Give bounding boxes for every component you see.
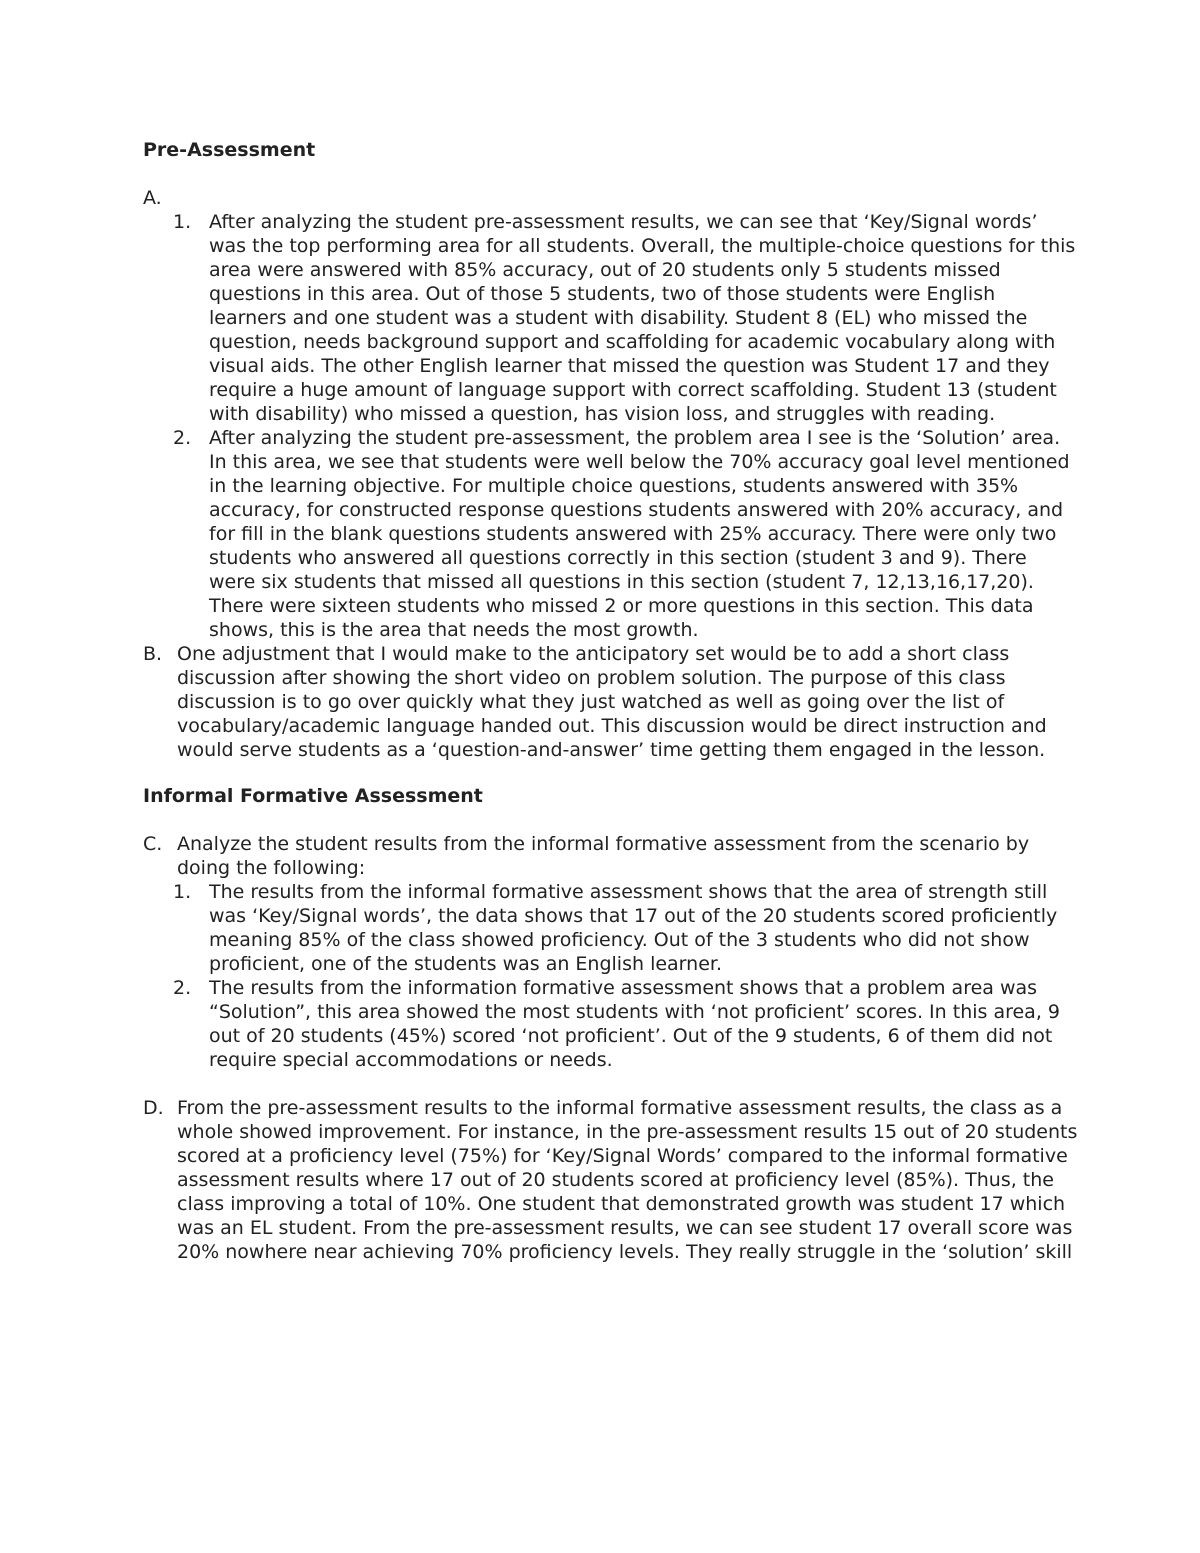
item-b-label: B.	[143, 643, 163, 665]
item-a-2-text: After analyzing the student pre-assessment, the problem area I see is the ‘Solution’ area. In this area, we see that students were well below the 70% accuracy goal level mentioned in the learning objective. For multiple choice questions, students answered with 35% accuracy, for constructed response questions students answered with 20% accuracy, and for fill in the blank questions students answered with 25% accuracy. There were only two students who answered all questions correctly in this section (student 3 and 9). There were six students that missed all questions in this section (student 7, 12,13,16,17,20). There were sixteen students who missed 2 or more questions in this section. This data shows, this is the area that needs the most growth.	[209, 427, 1070, 641]
heading-informal-formative: Informal Formative Assessment	[143, 785, 483, 807]
item-c-2-text: The results from the information formative assessment shows that a problem area was “Solution”, this area showed the most students with ‘not proficient’ scores. In this area, 9 out of 20 students (45%) scored ‘not proficient’. Out of the 9 students, 6 of them did not require special accommodations or needs.	[209, 977, 1060, 1071]
item-d-text: From the pre-assessment results to the informal formative assessment results, the class as a whole showed improvement. For instance, in the pre-assessment results 15 out of 20 students scored at a proficiency level (75%) for ‘Key/Signal Words’ compared to the informal formative assessment results where 17 out of 20 students scored at proficiency level (85%). Thus, the class improving a total of 10%. One student that demonstrated growth was student 17 which was an EL student. From the pre-assessment results, we can see student 17 overall score was 20% nowhere near achieving 70% proficiency levels. They really struggle in the ‘solution’ skill	[177, 1097, 1078, 1263]
paragraph-gap	[143, 1072, 1078, 1096]
item-d-label: D.	[143, 1097, 164, 1119]
item-c-1-text: The results from the informal formative assessment shows that the area of strength still was ‘Key/Signal words’, the data shows that 17 out of the 20 students scored proficiently meaning 85% of the class showed proficiency. Out of the 3 students who did not show proficient, one of the students was an English learner.	[209, 881, 1058, 975]
document-page	[143, 138, 1078, 1264]
item-a-2	[143, 426, 1078, 642]
item-c-1-number: 1.	[173, 881, 192, 903]
item-a-spacer	[177, 186, 1078, 210]
item-c-2	[143, 976, 1078, 1072]
item-b	[143, 642, 1078, 762]
item-d	[143, 1096, 1078, 1264]
item-a-1-number: 1.	[173, 211, 192, 233]
item-a	[143, 186, 1078, 210]
heading-pre-assessment: Pre-Assessment	[143, 139, 316, 161]
item-c-1	[143, 880, 1078, 976]
item-b-text: One adjustment that I would make to the anticipatory set would be to add a short class discussion after showing the short video on problem solution. The purpose of this class discussion is to go over quickly what they just watched as well as going over the list of vocabulary/academic language handed out. This discussion would be direct instruction and would serve students as a ‘question-and-answer’ time getting them engaged in the lesson.	[177, 643, 1047, 761]
item-c-2-number: 2.	[173, 977, 192, 999]
item-a-label: A.	[143, 187, 162, 209]
item-c-label: C.	[143, 833, 163, 855]
item-c	[143, 832, 1078, 880]
item-a-2-number: 2.	[173, 427, 192, 449]
item-a-1	[143, 210, 1078, 426]
item-a-1-text: After analyzing the student pre-assessment results, we can see that ‘Key/Signal words’ was the top performing area for all students. Overall, the multiple-choice questions for this area were answered with 85% accuracy, out of 20 students only 5 students missed questions in this area. Out of those 5 students, two of those students were English learners and one student was a student with disability. Student 8 (EL) who missed the question, needs background support and scaffolding for academic vocabulary along with visual aids. The other English learner that missed the question was Student 17 and they require a huge amount of language support with correct scaffolding. Student 13 (student with disability) who missed a question, has vision loss, and struggles with reading.	[209, 211, 1076, 425]
item-c-text: Analyze the student results from the informal formative assessment from the scenario by doing the following:	[177, 833, 1030, 879]
